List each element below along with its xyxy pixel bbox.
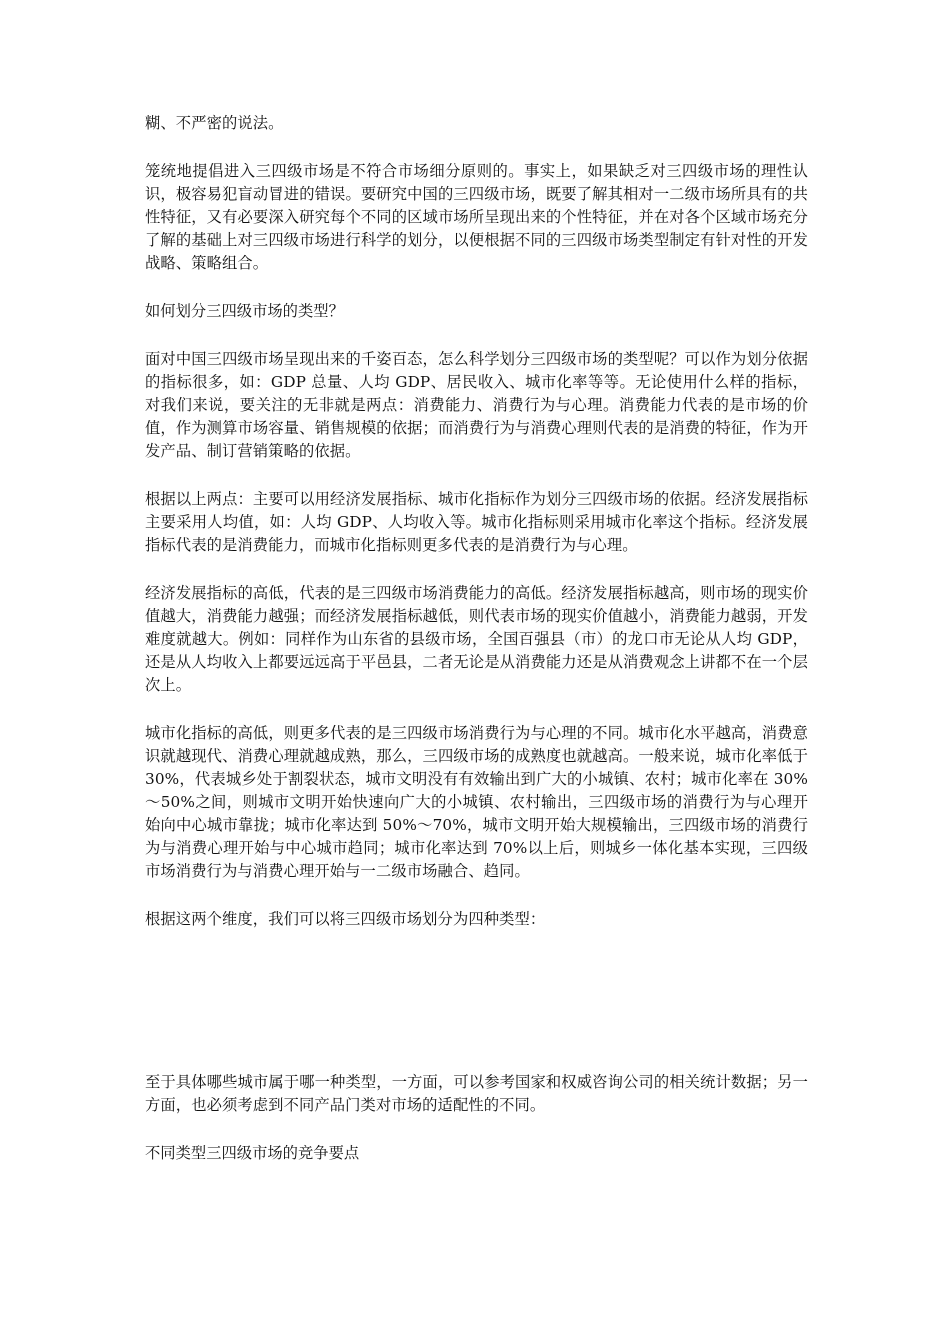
figure-placeholder-space [145,956,808,1071]
paragraph-city-type-reference: 至于具体哪些城市属于哪一种类型，一方面，可以参考国家和权威咨询公司的相关统计数据；另一方面，也必须考虑到不同产品门类对市场的适配性的不同。 [145,1073,808,1114]
paragraph-urbanization-indicator: 城市化指标的高低，则更多代表的是三四级市场消费行为与心理的不同。城市化水平越高，消费意识就越现代、消费心理就越成熟，那么，三四级市场的成熟度也就越高。一般来说，城市化率低于 30%，代表城乡处于割裂状态，城市文明没有有效输出到广大的小城镇、农村；城市化率在 30%～50%之间，则城市文明开始快速向广大的小城镇、农村输出，三四级市场的消费行为与心理开始向中心城市靠拢；城市化率达到 50%～70%，城市文明开始大规模输出，三四级市场的消费行为与消费心理开始与中心城市趋同；城市化率达到 70%以上后，则城乡一体化基本实现，三四级市场消费行为与消费心理开始与一二级市场融合、趋同。 [145,724,808,880]
paragraph-classification-indicators: 面对中国三四级市场呈现出来的千姿百态，怎么科学划分三四级市场的类型呢？可以作为划分依据的指标很多，如：GDP 总量、人均 GDP、居民收入、城市化率等等。无论使用什么样的指标，对我们来说，要关注的无非就是两点：消费能力、消费行为与心理。消费能力代表的是市场的价值，作为测算市场容量、销售规模的依据；而消费行为与消费心理则代表的是消费的特征，作为开发产品、制订营销策略的依据。 [145,350,808,460]
section-heading-competition-points: 不同类型三四级市场的竞争要点 [145,1144,360,1162]
paragraph-intro-fragment: 糊、不严密的说法。 [145,114,284,132]
paragraph-two-criteria: 根据以上两点：主要可以用经济发展指标、城市化指标作为划分三四级市场的依据。经济发展指标主要采用人均值，如：人均 GDP、人均收入等。城市化指标则采用城市化率这个指标。经济发展指标代表的是消费能力，而城市化指标则更多代表的是消费行为与心理。 [145,490,808,554]
section-heading-market-types: 如何划分三四级市场的类型？ [145,302,344,320]
paragraph-market-segmentation: 笼统地提倡进入三四级市场是不符合市场细分原则的。事实上，如果缺乏对三四级市场的理性认识，极容易犯盲动冒进的错误。要研究中国的三四级市场，既要了解其相对一二级市场所具有的共性特征，又有必要深入研究每个不同的区域市场所呈现出来的个性特征，并在对各个区域市场充分了解的基础上对三四级市场进行科学的划分，以便根据不同的三四级市场类型制定有针对性的开发战略、策略组合。 [145,162,808,272]
paragraph-four-types-intro: 根据这两个维度，我们可以将三四级市场划分为四种类型： [145,910,546,928]
paragraph-economic-indicator: 经济发展指标的高低，代表的是三四级市场消费能力的高低。经济发展指标越高，则市场的现实价值越大，消费能力越强；而经济发展指标越低，则代表市场的现实价值越小，消费能力越弱，开发难度就越大。例如：同样作为山东省的县级市场，全国百强县（市）的龙口市无论从人均 GDP，还是从人均收入上都要远远高于平邑县，二者无论是从消费能力还是从消费观念上讲都不在一个层次上。 [145,584,808,694]
document-body [145,112,808,1190]
